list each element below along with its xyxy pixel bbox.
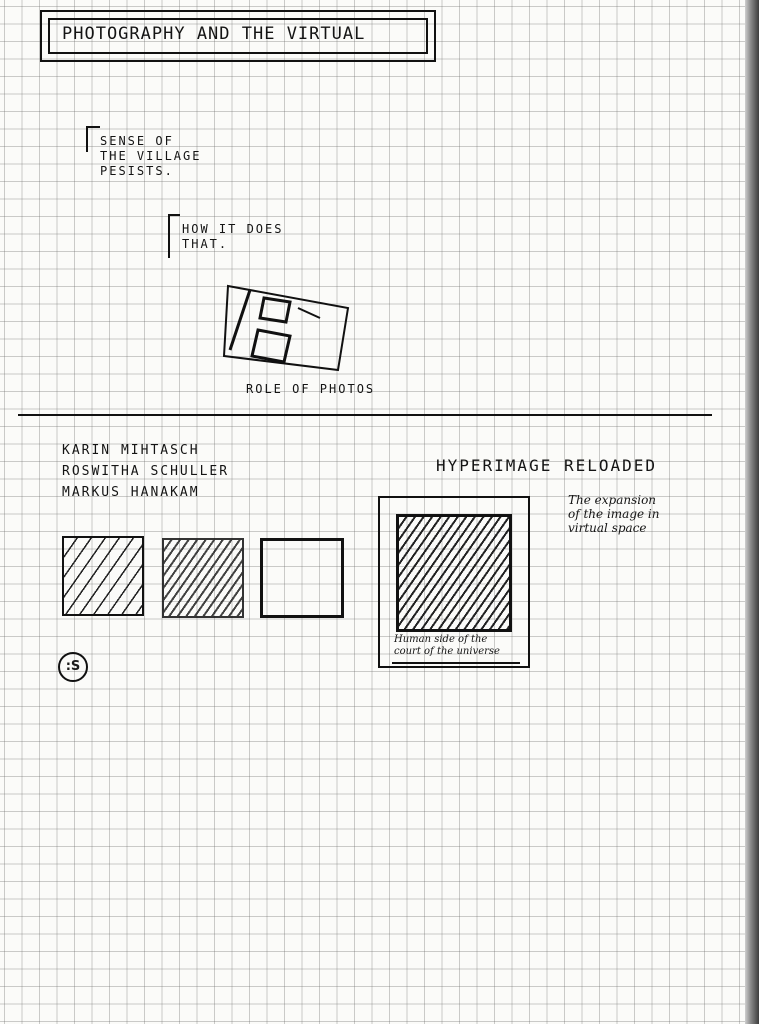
bleed-through (430, 70, 441, 85)
notebook-binding-edge (745, 0, 759, 1024)
side-note-line-3: virtual space (568, 520, 647, 535)
sketch-photo-bottom (252, 330, 290, 362)
sketch-square-3 (260, 538, 344, 618)
note-how (182, 222, 283, 252)
artist-names (62, 440, 229, 503)
sketch-edge (230, 290, 250, 350)
caption-underline (392, 662, 520, 664)
artist-name-2: ROSWITHA SCHULLER (62, 464, 230, 479)
note-sense-line-2: THE VILLAGE (100, 149, 202, 163)
sketch-square-1 (62, 536, 144, 616)
artist-name-1: KARIN MIHTASCH (62, 443, 200, 458)
side-note-line-1: The expansion (568, 493, 657, 507)
note-bracket-sense (86, 126, 100, 152)
hyperimage-caption (394, 634, 500, 657)
hyperimage-inner-square (396, 514, 512, 632)
sketch-square-2 (162, 538, 244, 618)
note-how-line-2: THAT. (182, 237, 229, 251)
hyperimage-side-note (568, 494, 659, 535)
symbol-circle (58, 652, 88, 682)
note-how-line-1: HOW IT DOES (182, 222, 284, 236)
hyperimage-heading: HYPERIMAGE RELOADED (436, 456, 658, 475)
caption-line-2: court of the universe (394, 645, 500, 657)
note-sense-line-3: PESISTS. (100, 164, 174, 178)
side-note-line-2: of the image in (568, 506, 660, 521)
sketch-mark (298, 308, 320, 318)
page-title: PHOTOGRAPHY AND THE VIRTUAL (62, 24, 366, 44)
section-divider (18, 414, 712, 416)
caption-line-1: Human side of the (394, 634, 488, 645)
note-bracket-how (168, 214, 180, 258)
title-box (40, 10, 436, 62)
note-sense (100, 134, 201, 179)
symbol-text: :S (65, 659, 81, 674)
sketch-photo-top (260, 298, 290, 322)
artist-name-3: MARKUS HANAKAM (62, 485, 200, 500)
photos-sketch (220, 278, 360, 378)
note-role-of-photos: ROLE OF PHOTOS (246, 382, 376, 396)
note-sense-line-1: SENSE OF (100, 134, 174, 148)
